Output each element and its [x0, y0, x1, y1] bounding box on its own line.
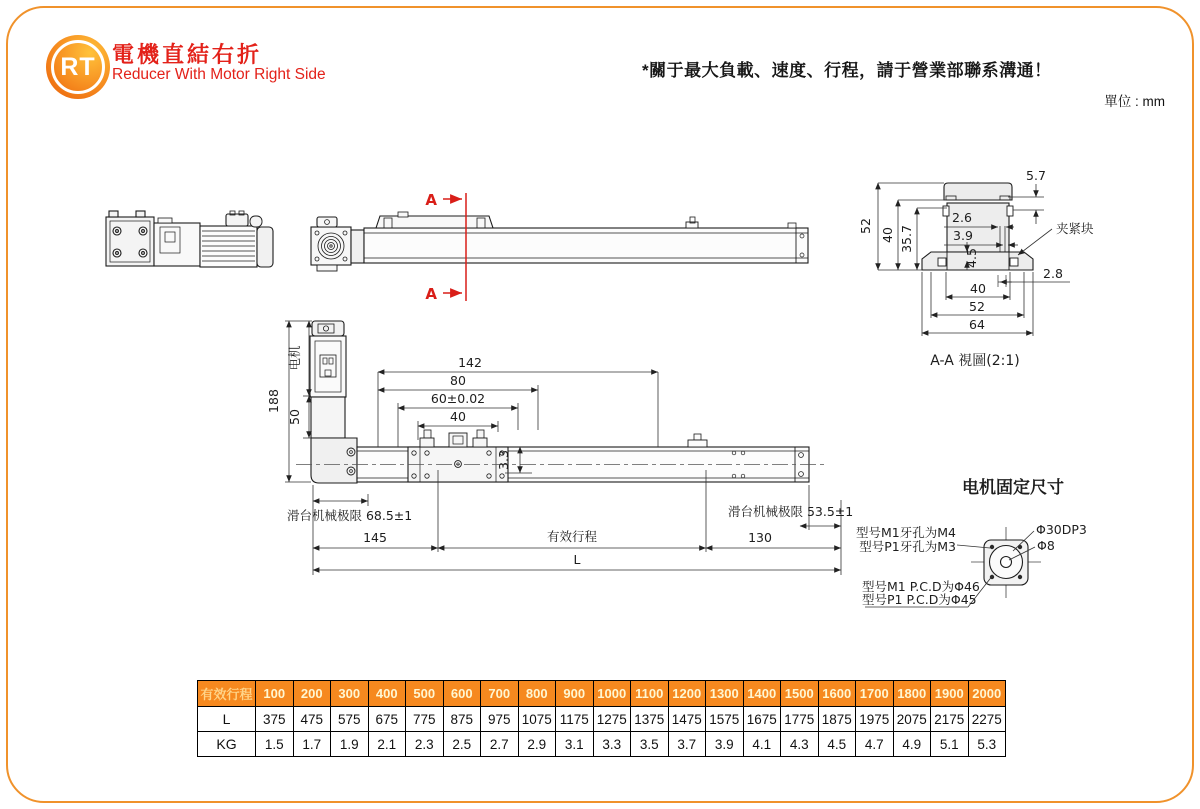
length-cell: 1575	[706, 707, 744, 732]
weight-cell: 3.5	[631, 732, 669, 757]
weight-cell: 3.7	[668, 732, 706, 757]
dim-3-9: 3.9	[953, 228, 973, 243]
dim-2-6: 2.6	[952, 210, 972, 225]
weight-cell: 1.9	[331, 732, 369, 757]
length-cell: 1975	[856, 707, 894, 732]
plan-view-drawing	[296, 321, 826, 483]
dim-80: 80	[450, 373, 466, 388]
dim-50: 50	[287, 409, 302, 425]
table-row-length	[198, 707, 1006, 732]
spec-table	[197, 680, 1006, 757]
max-load-note: *關于最大負載、速度、行程，請于營業部聯系溝通！	[642, 61, 1052, 80]
dim-40: 40	[450, 409, 466, 424]
length-cell: 775	[406, 707, 444, 732]
length-cell: 575	[331, 707, 369, 732]
stroke-cell: 1200	[668, 681, 706, 707]
stroke-cell: 600	[443, 681, 481, 707]
stroke-cell: 100	[256, 681, 294, 707]
motor-fixing-title: 电机固定尺寸	[962, 478, 1064, 498]
motor-fixing-texts	[856, 477, 1087, 607]
length-cell: 1475	[668, 707, 706, 732]
weight-cell: 5.1	[931, 732, 969, 757]
stroke-cell: 500	[406, 681, 444, 707]
weight-cell: 4.9	[893, 732, 931, 757]
dim-v35-7: 35.7	[899, 225, 914, 253]
stroke-cell: 1800	[893, 681, 931, 707]
motor-label: 电机	[287, 345, 302, 371]
stroke-label: 有效行程	[546, 529, 598, 544]
end-view-drawing	[106, 211, 273, 267]
stroke-cell: 1300	[706, 681, 744, 707]
dim-188: 188	[266, 389, 281, 413]
length-cell: 2075	[893, 707, 931, 732]
stroke-cell: 800	[518, 681, 556, 707]
weight-cell: 2.9	[518, 732, 556, 757]
weight-cell: 2.5	[443, 732, 481, 757]
stroke-cell: 400	[368, 681, 406, 707]
stroke-cell: 700	[481, 681, 519, 707]
dim-130: 130	[748, 530, 772, 545]
section-caption: A-A 視圖(2:1)	[930, 353, 1020, 369]
length-row-label: L	[198, 707, 256, 732]
length-cell: 875	[443, 707, 481, 732]
length-cell: 1775	[781, 707, 819, 732]
thread-p1-label: 型号P1牙孔为M3	[859, 539, 956, 554]
stroke-cell: 300	[331, 681, 369, 707]
stroke-cell: 1100	[631, 681, 669, 707]
length-cell: 1275	[593, 707, 631, 732]
length-cell: 375	[256, 707, 294, 732]
weight-cell: 2.7	[481, 732, 519, 757]
table-header-row	[198, 681, 1006, 707]
stroke-cell: 1700	[856, 681, 894, 707]
thread-m1-label: 型号M1牙孔为M4	[856, 525, 956, 540]
length-cell: 1675	[743, 707, 781, 732]
stroke-cell: 1500	[781, 681, 819, 707]
weight-cell: 1.7	[293, 732, 331, 757]
dim-142: 142	[458, 355, 482, 370]
weight-cell: 4.7	[856, 732, 894, 757]
clamp-block-label: 夹紧块	[1056, 221, 1094, 236]
dim-5-7: 5.7	[1026, 168, 1046, 183]
weight-cell: 4.1	[743, 732, 781, 757]
dim-h52: 52	[969, 299, 985, 314]
unit-label: 單位 : mm	[1104, 94, 1165, 109]
section-label-a-bottom: A	[425, 285, 437, 303]
stroke-cell: 1400	[743, 681, 781, 707]
dim-145: 145	[363, 530, 387, 545]
limit-left-label: 滑台机械极限 68.5±1	[287, 508, 413, 523]
page-subtitle: Reducer With Motor Right Side	[112, 66, 326, 83]
dim-h64: 64	[969, 317, 985, 332]
length-cell: 975	[481, 707, 519, 732]
stroke-cell: 2000	[968, 681, 1006, 707]
weight-cell: 3.1	[556, 732, 594, 757]
weight-row-label: KG	[198, 732, 256, 757]
length-cell: 2275	[968, 707, 1006, 732]
limit-right-label: 滑台机械极限 53.5±1	[728, 504, 854, 519]
weight-cell: 2.3	[406, 732, 444, 757]
dim-3-3: 3.3	[496, 450, 511, 470]
section-label-a-top: A	[425, 191, 437, 209]
length-cell: 1075	[518, 707, 556, 732]
shaft-dia-label: Φ8	[1037, 538, 1055, 553]
pilot-dia-label: Φ30DP3	[1036, 522, 1087, 537]
dim-2-8: 2.8	[1043, 266, 1063, 281]
weight-cell: 2.1	[368, 732, 406, 757]
length-cell: 2175	[931, 707, 969, 732]
length-cell: 1875	[818, 707, 856, 732]
weight-cell: 3.9	[706, 732, 744, 757]
dim-4-5: 4.5	[964, 248, 979, 268]
length-cell: 1175	[556, 707, 594, 732]
dim-60: 60±0.02	[430, 391, 486, 406]
table-row-weight	[198, 732, 1006, 757]
page-title: 電機直結右折	[112, 42, 263, 67]
pcd-p1-label: 型号P1 P.C.D为Φ45	[862, 592, 977, 607]
weight-cell: 4.5	[818, 732, 856, 757]
logo-text: RT	[60, 52, 96, 81]
stroke-cell: 200	[293, 681, 331, 707]
length-cell: 1375	[631, 707, 669, 732]
weight-cell: 3.3	[593, 732, 631, 757]
stroke-cell: 1900	[931, 681, 969, 707]
dim-h40: 40	[970, 281, 986, 296]
stroke-cell: 900	[556, 681, 594, 707]
length-cell: 675	[368, 707, 406, 732]
dim-v52: 52	[858, 218, 873, 234]
side-view-drawing	[311, 212, 808, 271]
weight-cell: 4.3	[781, 732, 819, 757]
pcd-m1-label: 型号M1 P.C.D为Φ46	[862, 579, 980, 594]
stroke-header-cell: 有效行程	[198, 681, 256, 707]
weight-cell: 1.5	[256, 732, 294, 757]
dim-l: L	[573, 552, 581, 567]
dim-v40: 40	[880, 227, 895, 243]
length-cell: 475	[293, 707, 331, 732]
weight-cell: 5.3	[968, 732, 1006, 757]
stroke-cell: 1600	[818, 681, 856, 707]
stroke-cell: 1000	[593, 681, 631, 707]
